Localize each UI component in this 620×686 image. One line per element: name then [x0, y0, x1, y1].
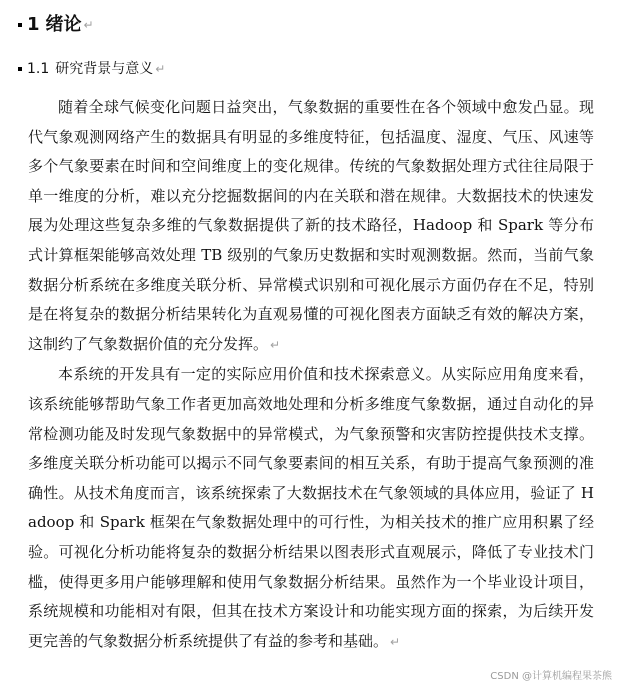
paragraph-text: 随着全球气候变化问题日益突出，气象数据的重要性在各个领域中愈发凸显。现代气象观测网络产生的数据具有明显的多维度特征，包括温度、湿度、气压、风速等多个气象要素在时间和空间维度上的变化规律。传统的气象数据处理方式往往局限于单一维度的分析，难以充分挖掘数据间的内在关联和潜在规律。大数据技术的快速发展为处理这些复杂多维的气象数据提供了新的技术路径，Hadoop 和 Spark 等分布式计算框架能够高效处理 TB 级别的气象历史数据和实时观测数据。然而，当前气象数据分析系统在多维度关联分析、异常模式识别和可视化展示方面仍存在不足，特别是在将复杂的数据分析结果转化为直观易懂的可视化图表方面缺乏有效的解决方案，这制约了气象数据价值的充分发挥。: [28, 98, 594, 353]
heading-bullet-icon: [18, 23, 22, 27]
paragraph-mark-icon: ↵: [83, 18, 94, 32]
paragraph-background: [28, 93, 594, 360]
paragraph-mark-icon: ↵: [270, 337, 281, 352]
heading-2: [18, 57, 165, 81]
paragraph-text: 本系统的开发具有一定的实际应用价值和技术探索意义。从实际应用角度来看，该系统能够帮助气象工作者更加高效地处理和分析多维度气象数据，通过自动化的异常检测功能及时发现气象数据中的异常模式，为气象预警和灾害防控提供技术支撑。多维度关联分析功能可以揭示不同气象要素间的相互关系，有助于提高气象预测的准确性。从技术角度而言，该系统探索了大数据技术在气象领域的具体应用，验证了 Hadoop 和 Spark 框架在气象数据处理中的可行性，为相关技术的推广应用积累了经验。可视化分析功能将复杂的数据分析结果以图表形式直观展示，降低了专业技术门槛，使得更多用户能够理解和使用气象数据分析结果。虽然作为一个毕业设计项目，系统规模和功能相对有限，但其在技术方案设计和功能实现方面的探索，为后续开发更完善的气象数据分析系统提供了有益的参考和基础。: [28, 365, 594, 650]
watermark: CSDN @计算机编程果茶熊: [490, 671, 612, 682]
paragraph-mark-icon: ↵: [155, 62, 166, 76]
heading-bullet-icon: [18, 67, 22, 71]
document-body: [28, 93, 594, 657]
heading-1-number: 1: [27, 14, 40, 35]
heading-2-number: 1.1: [27, 61, 50, 77]
paragraph-mark-icon: ↵: [390, 634, 401, 649]
heading-1: [18, 12, 94, 38]
paragraph-significance: [28, 360, 594, 657]
heading-2-title: 研究背景与意义: [55, 61, 154, 77]
heading-1-title: 绪论: [45, 14, 82, 35]
